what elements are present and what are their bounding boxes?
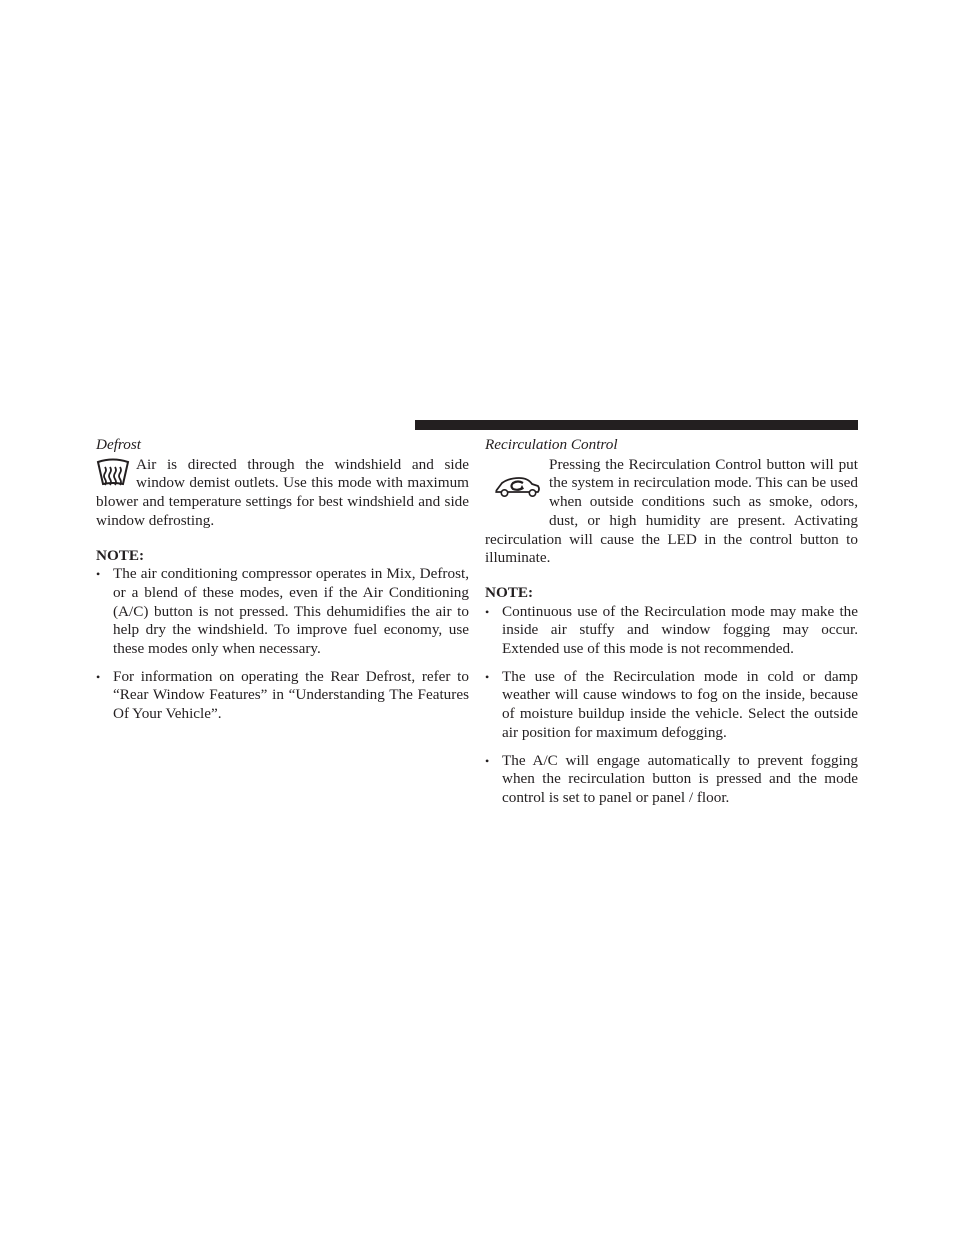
list-item: • The use of the Recirculation mode in cold or damp weather will cause windows to fog on the inside, because of moisture buildup inside the vehicle. Select the outside air position for maximum defogging. [485, 667, 858, 741]
list-item: • The air conditioning compressor operates in Mix, Defrost, or a blend of these modes, even if the Air Conditioning (A/C) button is not pressed. This dehumidifies the air to help dry the windshield. To improve fuel economy, use these modes only when necessary. [96, 565, 469, 658]
bullet-icon: • [485, 604, 490, 619]
recirculation-icon [485, 460, 549, 516]
recirculation-note-label: NOTE: [485, 583, 534, 601]
bullet-icon: • [96, 567, 101, 582]
defrost-note-list [96, 565, 469, 724]
windshield-defrost-icon [96, 458, 136, 492]
right-column [485, 436, 858, 817]
defrost-description: Air is directed through the windshield and side window demist outlets. Use this mode with maximum blower and temperature settings for best windshield and side window defrosting. [96, 455, 469, 529]
recirculation-note-list [485, 603, 858, 808]
recirculation-heading: Recirculation Control [485, 436, 618, 453]
list-item: • The A/C will engage automatically to prevent fogging when the recirculation button is pressed and the mode control is set to panel or panel / floor. [485, 751, 858, 806]
defrost-note-label: NOTE: [96, 546, 145, 564]
bullet-icon: • [96, 669, 101, 684]
header-rule-bar [415, 420, 858, 430]
list-item: • Continuous use of the Recirculation mode may make the inside air stuffy and window fogging may occur. Extended use of this mode is not recommended. [485, 602, 858, 658]
left-column [96, 436, 469, 733]
defrost-heading: Defrost [96, 436, 141, 453]
bullet-icon: • [485, 753, 490, 768]
bullet-icon: • [485, 669, 490, 684]
list-item: • For information on operating the Rear Defrost, refer to “Rear Window Features” in “Understanding The Features Of Your Vehicle”. [96, 667, 469, 723]
recirculation-description: Pressing the Recirculation Control button will put the system in recirculation mode. This can be used when outside conditions such as smoke, odors, dust, or high humidity are present. Activating recirculation will cause the LED in the control button to illuminate. [485, 455, 858, 567]
